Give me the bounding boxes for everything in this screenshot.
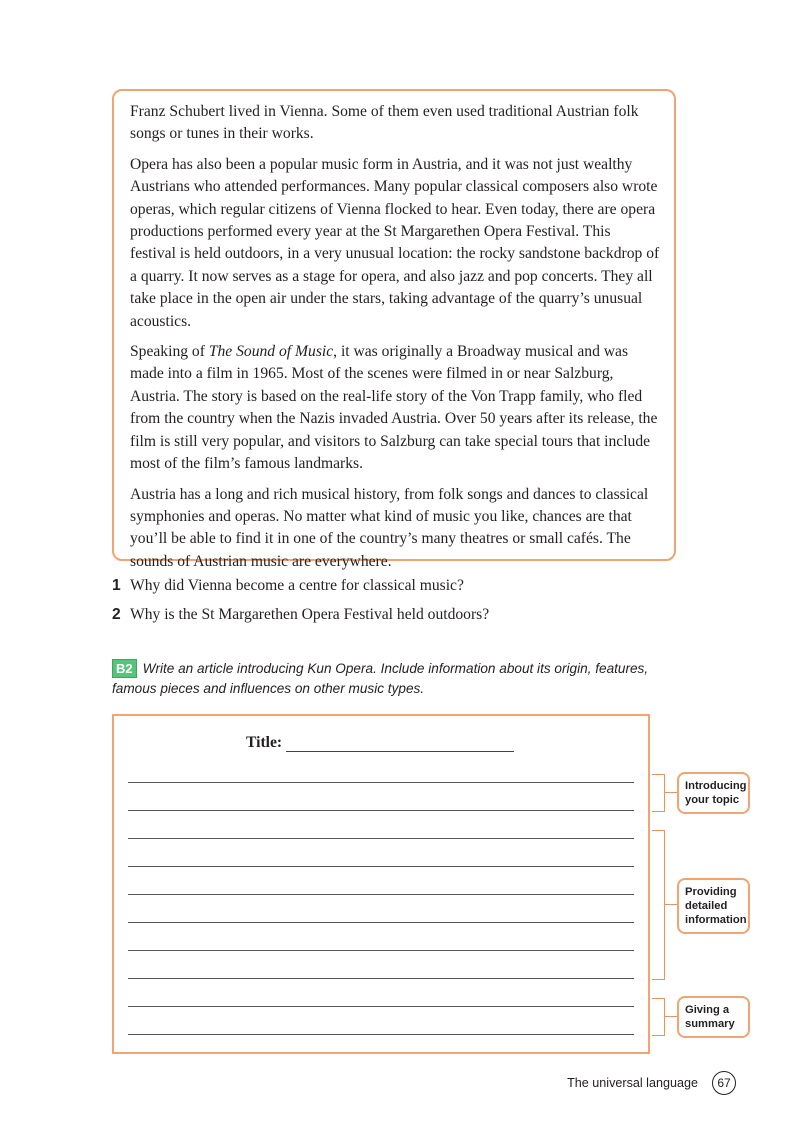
label-giving-summary: Giving a summary xyxy=(677,996,750,1038)
label-detailed-information: Providing detailed information xyxy=(677,878,750,934)
writing-line[interactable] xyxy=(128,810,634,811)
label-introducing-topic: Introducing your topic xyxy=(677,772,750,814)
summary-brace xyxy=(652,998,665,1036)
writing-line[interactable] xyxy=(128,894,634,895)
title-label: Title: xyxy=(246,734,283,751)
writing-line[interactable] xyxy=(128,838,634,839)
reading-passage-box xyxy=(112,89,676,570)
task-instruction: Write an article introducing Kun Opera. Include information about its origin, features, famous pieces and influences on other music types. xyxy=(112,661,649,696)
writing-line[interactable] xyxy=(128,978,634,979)
paragraph-3 xyxy=(130,341,660,475)
paragraph-1: Franz Schubert lived in Vienna. Some of them even used traditional Austrian folk songs or tunes in their works. xyxy=(130,103,639,143)
writing-line[interactable] xyxy=(128,922,634,923)
intro-brace xyxy=(652,774,665,812)
question-item xyxy=(112,576,712,596)
writing-area[interactable] xyxy=(112,714,650,1054)
writing-line[interactable] xyxy=(128,1034,634,1035)
intro-brace-tick xyxy=(664,792,678,793)
title-blank[interactable] xyxy=(286,737,514,752)
question-number: 1 xyxy=(112,577,121,594)
title-row xyxy=(246,734,514,752)
paragraph-3-start: Speaking of xyxy=(130,343,209,361)
question-text: Why is the St Margarethen Opera Festival held outdoors? xyxy=(130,606,490,623)
writing-line[interactable] xyxy=(128,950,634,951)
details-brace xyxy=(652,830,665,980)
writing-line[interactable] xyxy=(128,782,634,783)
writing-line[interactable] xyxy=(128,866,634,867)
question-text: Why did Vienna become a centre for classical music? xyxy=(130,577,464,594)
details-brace-tick xyxy=(664,904,678,905)
paragraph-4: Austria has a long and rich musical history, from folk songs and dances to classical symphonies and operas. No matter what kind of music you like, chances are that you’ll be able to find it in one of the country’s many theatres or small cafés. The sounds of Austrian music are everywhere. xyxy=(130,485,649,570)
paragraph-3-rest: , it was originally a Broadway musical and was made into a film in 1965. Most of the scenes were filmed in or near Salzburg, Austria. The story is based on the real-life story of the Von Trapp family, who fled from the country when the Nazis invaded Austria. Over 50 years after its release, the film is still very popular, and visitors to Salzburg can take special tours that include most of the film’s famous landmarks. xyxy=(130,343,658,473)
summary-brace-tick xyxy=(664,1016,678,1017)
question-number: 2 xyxy=(112,606,121,623)
question-list xyxy=(112,576,712,634)
page-number: 67 xyxy=(712,1071,736,1095)
paragraph-2: Opera has also been a popular music form in Austria, and it was not just wealthy Austrians who attended performances. Many popular classical composers also wrote operas, which regular citizens of Vienna flocked to hear. Even today, there are opera productions performed every year at the St Margarethen Opera Festival. This festival is held outdoors, in a very unusual location: the rocky sandstone backdrop of a quarry. It now serves as a stage for opera, and also jazz and pop concerts. They all take place in the open air under the stars, taking advantage of the quarry’s unusual acoustics. xyxy=(130,155,660,330)
footer-unit-title: The universal language xyxy=(567,1076,698,1090)
writing-task xyxy=(112,659,672,699)
level-badge: B2 xyxy=(112,659,137,678)
question-item xyxy=(112,605,712,625)
writing-line[interactable] xyxy=(128,1006,634,1007)
page-footer xyxy=(567,1071,736,1095)
film-title: The Sound of Music xyxy=(208,343,334,361)
